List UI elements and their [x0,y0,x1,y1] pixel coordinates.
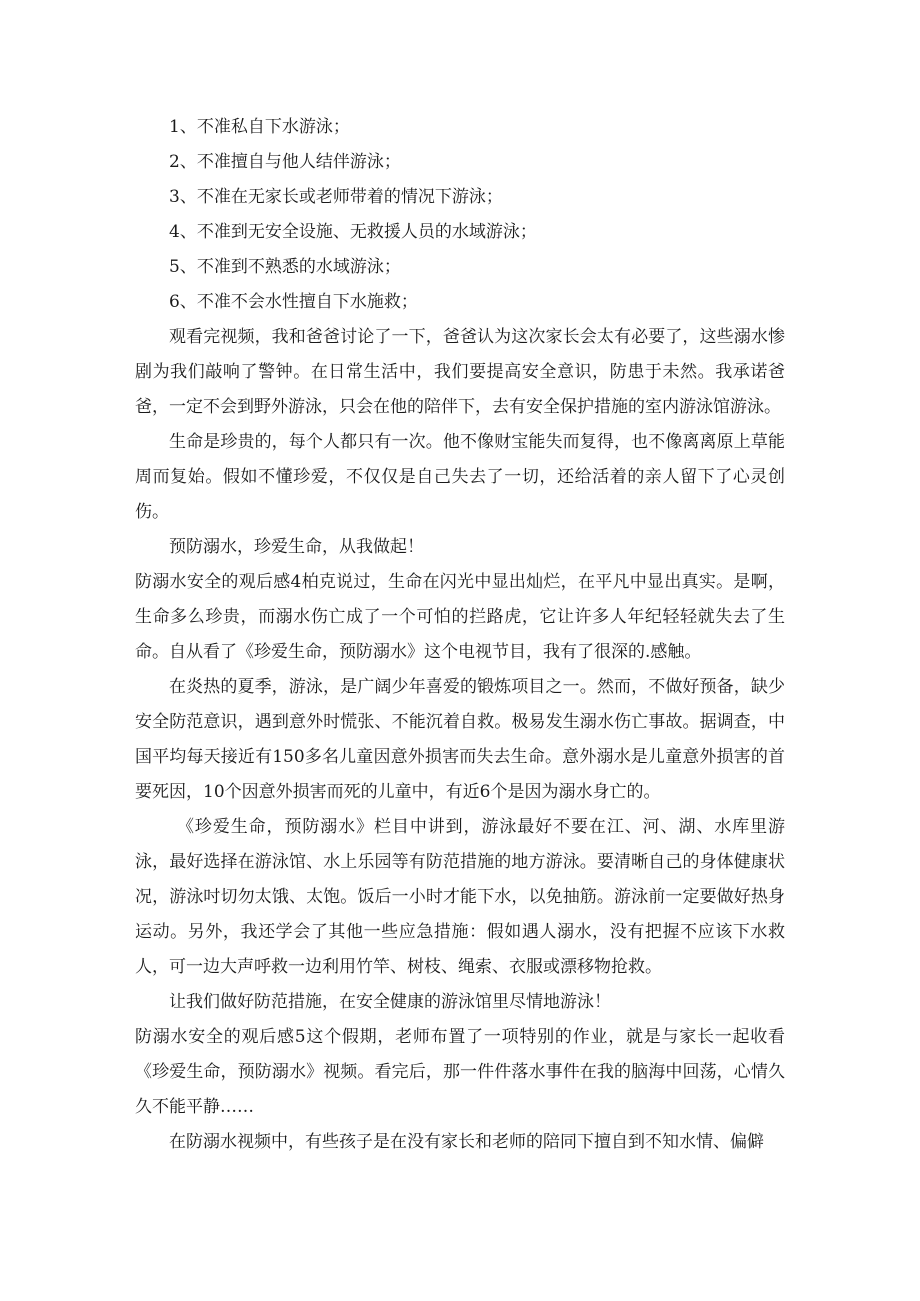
paragraph: 生命是珍贵的，每个人都只有一次。他不像财宝能失而复得，也不像离离原上草能周而复始。假如不懂珍爱，不仅仅是自己失去了一切，还给活着的亲人留下了心灵创伤。 [135,432,785,522]
section-paragraph: 防溺水安全的观后感4柏克说过，生命在闪光中显出灿烂，在平凡中显出真实。是啊，生命多么珍贵，而溺水伤亡成了一个可怕的拦路虎，它让许多人年纪轻轻就失去了生命。自从看了《珍爱生命，预防溺水》这个电视节目，我有了很深的.感触。 [135,572,785,662]
document-body [135,110,785,1160]
paragraph: 在炎热的夏季，游泳，是广阔少年喜爱的锻炼项目之一。然而，不做好预备，缺少安全防范意识，遇到意外时慌张、不能沉着自救。极易发生溺水伤亡事故。据调查，中国平均每天接近有150多名儿童因意外损害而失去生命。意外溺水是儿童意外损害的首要死因，10个因意外损害而死的儿童中，有近6个是因为溺水身亡的。 [135,677,785,802]
paragraph: 让我们做好防范措施，在安全健康的游泳馆里尽情地游泳！ [169,992,611,1012]
rule-item: 2、不准擅自与他人结伴游泳； [169,152,401,172]
paragraph: 《珍爱生命，预防溺水》栏目中讲到，游泳最好不要在江、河、湖、水库里游泳，最好选择在游泳馆、水上乐园等有防范措施的地方游泳。要清晰自己的身体健康状况，游泳吋切勿太饿、太饱。饭后一小时才能下水，以免抽筋。游泳前一定要做好热身运动。另外，我还学会了其他一些应急措施：假如遇人溺水，没有把握不应该下水救人，可一边大声呼救一边利用竹竿、树枝、绳索、衣服或漂移物抢救。 [135,817,785,977]
rule-item: 1、不准私自下水游泳； [169,117,350,137]
rule-item: 5、不准到不熟悉的水域游泳； [169,257,401,277]
rule-item: 3、不准在无家长或老师带着的情况下游泳； [169,187,503,207]
rule-item: 4、不准到无安全设施、无救援人员的水域游泳； [169,222,537,242]
rule-item: 6、不准不会水性擅自下水施救； [169,292,418,312]
section-paragraph: 防溺水安全的观后感5这个假期，老师布置了一项特别的作业，就是与家长一起收看《珍爱生命，预防溺水》视频。看完后，那一件件落水事件在我的脑海中回荡，心情久久不能平静…… [135,1027,785,1117]
paragraph: 观看完视频，我和爸爸讨论了一下，爸爸认为这次家长会太有必要了，这些溺水惨剧为我们敲响了警钟。在日常生活中，我们要提高安全意识，防患于未然。我承诺爸爸，一定不会到野外游泳，只会在他的陪伴下，去有安全保护措施的室内游泳馆游泳。 [135,327,785,417]
paragraph: 在防溺水视频中，有些孩子是在没有家长和老师的陪同下擅自到不知水情、偏僻 [169,1132,764,1152]
paragraph: 预防溺水，珍爱生命，从我做起！ [169,537,424,557]
